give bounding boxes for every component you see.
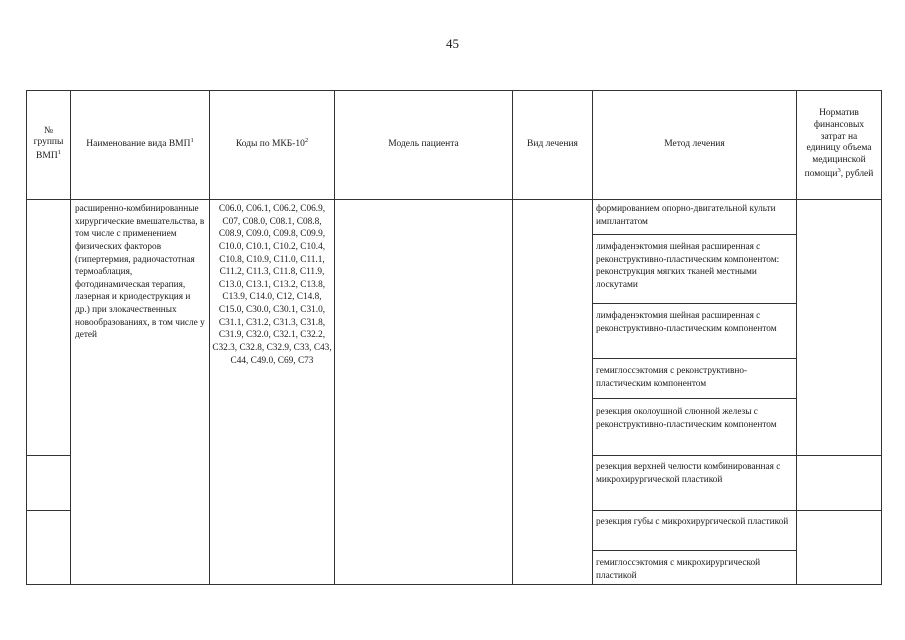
header-patient-model bbox=[335, 90, 512, 199]
method-row-divider-4 bbox=[592, 398, 796, 399]
header-vmp-type bbox=[71, 90, 209, 199]
cost-row-divider-1 bbox=[796, 455, 882, 456]
method-row: лимфаденэктомия шейная расширенная с реконструктивно-пластическим компонентом: реконструкция мягких тканей местными лоскутами bbox=[596, 242, 780, 290]
method-row-divider-7 bbox=[592, 550, 796, 551]
footnote-mark-3: 3 bbox=[837, 167, 841, 175]
method-row: резекция верхней челюсти комбинированная с микрохирургической пластикой bbox=[596, 462, 781, 485]
header-mkb-codes-label: Коды по МКБ-10 bbox=[235, 139, 305, 150]
method-row: формированием опорно-двигательной культи имплантатом bbox=[596, 204, 776, 227]
method-row: лимфаденэктомия шейная расширенная с реконструктивно-пластическим компонентом bbox=[596, 311, 777, 334]
cost-row-divider-2 bbox=[796, 510, 882, 511]
method-row-divider-1 bbox=[592, 234, 796, 235]
method-row: резекция околоушной слюнной железы с реконструктивно-пластическим компонентом bbox=[596, 407, 777, 430]
header-treatment-method-label: Метод лечения bbox=[664, 138, 725, 149]
header-treatment-type bbox=[513, 90, 592, 199]
table-bottom-border bbox=[26, 584, 882, 585]
header-patient-model-label: Модель пациента bbox=[388, 138, 459, 149]
method-row: гемиглоссэктомия с микрохирургической пластикой bbox=[596, 558, 761, 581]
method-row: резекция губы с микрохирургической пластикой bbox=[596, 517, 789, 527]
method-row: гемиглоссэктомия с реконструктивно-пластическим компонентом bbox=[596, 366, 748, 389]
group-row-divider-1 bbox=[26, 455, 70, 456]
header-bottom-border bbox=[26, 199, 882, 200]
footnote-mark-2: 2 bbox=[304, 137, 309, 145]
method-row-divider-5 bbox=[592, 455, 796, 456]
header-group-no bbox=[27, 90, 70, 199]
method-row-divider-2 bbox=[592, 303, 796, 304]
footnote-mark-1: 1 bbox=[57, 149, 61, 157]
vmp-name-cell: расширенно-комбинированные хирургические вмешательства, в том числе с применением физических факторов (гипертермия, радиочастотная термоаблация, фотодинамическая терапия, лазерная и криодеструкция и др.) при злокачественных новообразованиях, в том числе у детей bbox=[75, 204, 205, 341]
header-vmp-type-label: Наименование вида ВМП bbox=[86, 139, 191, 150]
mkb-codes-cell: C06.0, C06.1, C06.2, C06.9, C07, C08.0, C08.1, C08.8, C08.9, C09.0, C09.8, C09.9, C10.0, C10.1, C10.2, C10.4, C10.8, C10.9, C11.0, C11.1, C11.2, C11.3, C11.8, C11.9, C13.0, C13.1, C13.2, C13.8, C13.9, C14.0, C12, C14.8, C15.0, C30.0, C30.1, C31.0, C31.1, C31.2, C31.3, C31.8, C31.9, C32.0, C32.1, C32.2, C32.3, C32.8, C32.9, C33, C43, C44, C49.0, C69, C73 bbox=[212, 204, 332, 366]
method-row-divider-3 bbox=[592, 358, 796, 359]
header-treatment-method bbox=[593, 90, 796, 199]
header-treatment-type-label: Вид лечения bbox=[527, 138, 578, 149]
header-cost-norm-unit: , рублей bbox=[840, 169, 874, 180]
header-cost-norm-label: Норматив финансовых затрат на единицу объема медицинской помощи bbox=[804, 107, 872, 180]
footnote-mark-1b: 1 bbox=[190, 137, 194, 145]
method-row-divider-6 bbox=[592, 510, 796, 511]
group-row-divider-2 bbox=[26, 510, 70, 511]
header-group-no-label: № группы ВМП bbox=[33, 125, 64, 162]
header-cost-norm bbox=[797, 90, 881, 199]
page-number: 45 bbox=[446, 36, 459, 51]
vmp-table bbox=[26, 90, 882, 585]
header-mkb-codes bbox=[210, 90, 334, 199]
